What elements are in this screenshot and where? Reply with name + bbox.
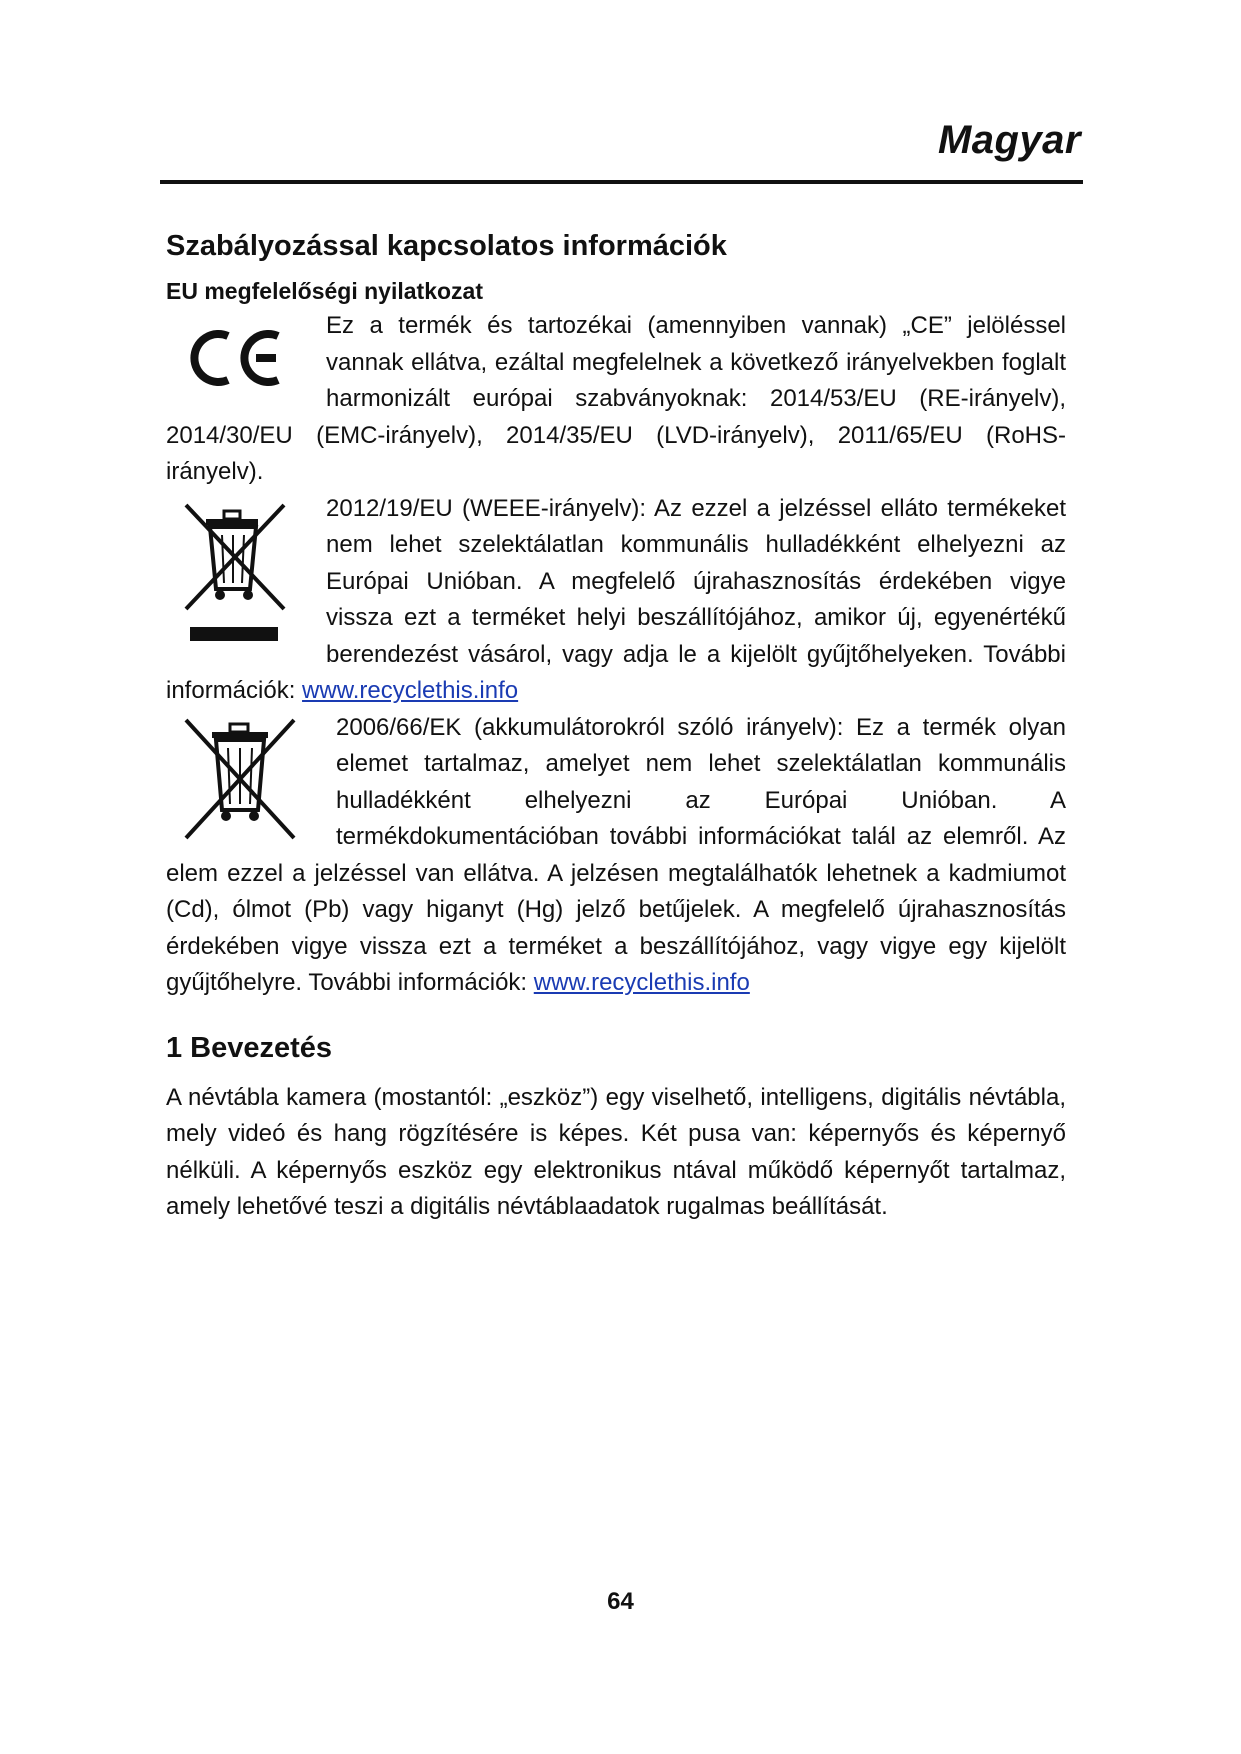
eu-declaration-heading: EU megfelelőségi nyilatkozat [166, 278, 483, 304]
weee-text: 2012/19/EU (WEEE-irányelv): Az ezzel a jelzéssel ellát‍o termékeket nem lehet szelektálatlan kommunális hulladékként elhelyezni az Európai Unióban. A megfelelő újrahasznosítás érdekében vigye vissza ezt a terméket helyi beszállítójához, amikor új, egyenértékű berendezést vásárol, vagy adja le a kijelölt gyűjtőhelyeken. További információk: [166, 494, 1066, 704]
regulatory-title: Szabályozással kapcsolatos információk [166, 230, 727, 262]
crossed-out-battery-bin-icon [166, 714, 316, 849]
battery-recycle-link[interactable]: www.recyclethis.info [533, 969, 750, 996]
weee-block [166, 491, 1066, 710]
page-number: 64 [607, 1588, 634, 1615]
ce-block [166, 308, 1066, 491]
language-header: Magyar [937, 118, 1081, 162]
battery-text: 2006/66/EK (akkumulátorokról szóló irányelv): Ez a termék olyan elemet tartalmaz, amelyet nem lehet szelektálatlan kommunális hulladékként elhelyezni az Európai Unióban. A termékdokumentációban további információkat talál az elemről. Az elem ezzel a jelzéssel van ellátva. A jelzésen megtalálhatók lehetnek a kadmiumot (Cd), ólmot (Pb) vagy higanyt (Hg) jelző betűjelek. A megfelelő újrahasznosítás érdekében vigye vissza ezt a terméket a beszállítójához, vagy vigye egy kijelölt gyűjtőhelyre. További információk: [166, 713, 1066, 996]
weee-recycle-link[interactable]: www.recyclethis.info [302, 677, 519, 704]
ce-mark-icon [166, 308, 306, 408]
page-content [166, 226, 1066, 1226]
battery-block [166, 710, 1066, 1002]
ce-paragraph: Ez a termék és tartozékai (amennyiben vannak) „CE” jelöléssel vannak ellátva, ezáltal megfelelnek a következő irányelvekben foglalt harmonizált európai szabványoknak: 2014/53/EU (RE-irányelv), 2014/30/EU (EMC-irányelv), 2014/35/EU (LVD-irányelv), 2011/65/EU (RoHS-irányelv). [166, 312, 1066, 485]
introduction-paragraph: A névtábla kamera (mostantól: „eszköz”) egy viselhető, intelligens, digitális névtábla, mely videó és hang rögzítésére is képes. Két pusa van: képernyős és képernyő nélküli. A képernyős eszköz egy elektronikus ntával működő képernyőt tartalmaz, amely lehetővé teszi a digitális névtáblaadatok rugalmas beállítását. [166, 1083, 1066, 1220]
introduction-title: 1 Bevezetés [166, 1031, 333, 1064]
crossed-out-bin-icon [166, 497, 306, 657]
header-divider [160, 180, 1083, 184]
